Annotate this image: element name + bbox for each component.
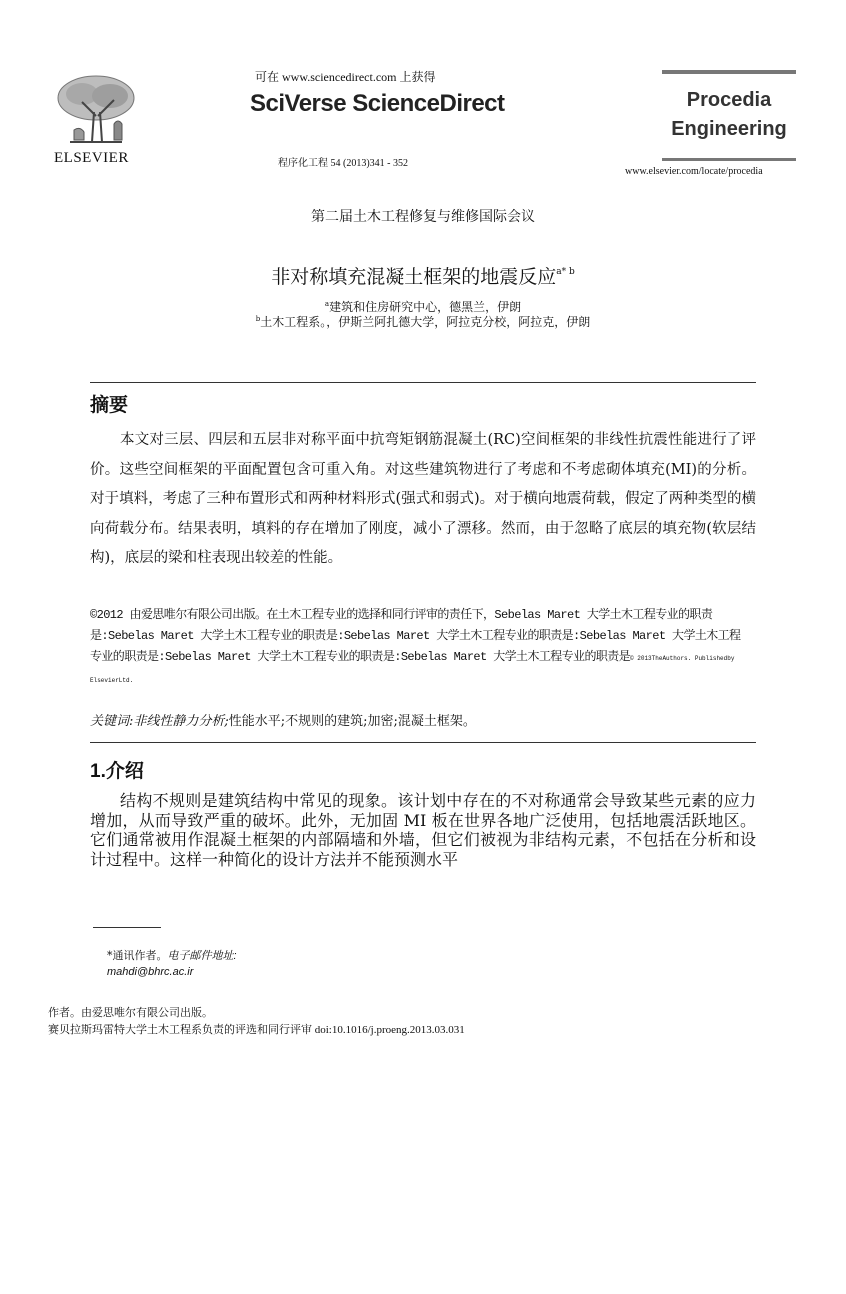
- affiliation-b: [0, 313, 846, 330]
- title-affiliation-marks: a* b: [556, 267, 575, 277]
- conference-name: 第二届土木工程修复与维修国际会议: [311, 209, 535, 225]
- footnote: [107, 948, 237, 980]
- abstract-top-rule: [90, 382, 756, 383]
- journal-name-line1: Procedia: [686, 89, 772, 111]
- footnote-rule: [93, 927, 161, 928]
- footnote-email[interactable]: mahdi@bhrc.ac.ir: [107, 966, 194, 978]
- paper-title-text: 非对称填充混凝土框架的地震反应: [271, 266, 557, 288]
- copyright-notice: [90, 605, 745, 691]
- affiliation-text: 土木工程系。，伊斯兰阿扎德大学，阿拉克分校，阿拉克，伊朗: [260, 315, 591, 329]
- footnote-author: *通讯作者。: [107, 949, 168, 962]
- abstract-heading: 摘要: [90, 395, 129, 416]
- elsevier-tree-logo-icon: [52, 72, 140, 150]
- keywords: [90, 710, 476, 729]
- footnote-email-label: 电子邮件地址:: [167, 950, 237, 962]
- journal-top-rule: [662, 70, 796, 74]
- affiliation-mark: a: [324, 300, 330, 308]
- publisher-logo-text: ELSEVIER: [54, 150, 129, 166]
- keywords-list: 性能水平;不规则的建筑;加密;混凝土框架。: [228, 714, 476, 729]
- keywords-label: 关键词:非线性静力分析;: [90, 714, 229, 729]
- affiliation-mark: b: [255, 315, 261, 323]
- affiliation-text: 建筑和住房研究中心，德黑兰，伊朗: [329, 300, 522, 314]
- copyright-text: ©2012 由爱思唯尔有限公司出版。在土木工程专业的选择和同行评审的责任下，Sebelas Maret 大学土木工程专业的职责是:Sebelas Maret 大学土木工程专业的职责是:Sebelas Maret 大学土木工程专业的职责是:Sebelas Maret 大学土木工程专业的职责是:Sebelas Maret 大学土木工程专业的职责是:Sebelas Maret 大学土木工程专业的职责是: [90, 608, 741, 664]
- paper-title: [0, 262, 846, 289]
- availability-text: 可在 www.sciencedirect.com 上获得: [255, 70, 436, 84]
- journal-name-line2: Engineering: [671, 118, 787, 140]
- footer-doi: 赛贝拉斯玛雷特大学土木工程系负责的评选和同行评审 doi:10.1016/j.proeng.2013.03.031: [48, 1024, 465, 1036]
- abstract-body: 本文对三层、四层和五层非对称平面中抗弯矩钢筋混凝土(RC)空间框架的非线性抗震性能进行了评价。这些空间框架的平面配置包含可重入角。对这些建筑物进行了考虑和不考虑砌体填充(MI)的分析。对于填料，考虑了三种布置形式和两种材料形式(强式和弱式)。对于横向地震荷载，假定了两种类型的横向荷载分布。结果表明，填料的存在增加了刚度，减小了漂移。然而，由于忽略了底层的填充物(软层结构)，底层的梁和柱表现出较差的性能。: [90, 432, 756, 566]
- copyright-tiny: © 2013TheAuthors. Publishedby ElsevierLtd.: [90, 655, 735, 684]
- journal-bottom-rule: [662, 158, 796, 161]
- intro-body: 结构不规则是建筑结构中常见的现象。该计划中存在的不对称通常会导致某些元素的应力增加，从而导致严重的破坏。此外，无加固 MI 板在世界各地广泛使用，包括地震活跃地区。它们通常被用作混凝土框架的内部隔墙和外墙，但它们被视为非结构元素，不包括在分析和设计过程中。这样一种简化的设计方法并不能预测水平: [90, 791, 756, 869]
- footer-publisher: 作者。由爱思唯尔有限公司出版。: [48, 1007, 213, 1019]
- journal-url[interactable]: www.elsevier.com/locate/procedia: [625, 166, 763, 177]
- sciencedirect-brand: SciVerse ScienceDirect: [250, 90, 505, 117]
- intro-top-rule: [90, 742, 756, 743]
- intro-heading: 1.介绍: [90, 761, 144, 782]
- journal-reference: 程序化工程 54 (2013)341 - 352: [278, 158, 408, 169]
